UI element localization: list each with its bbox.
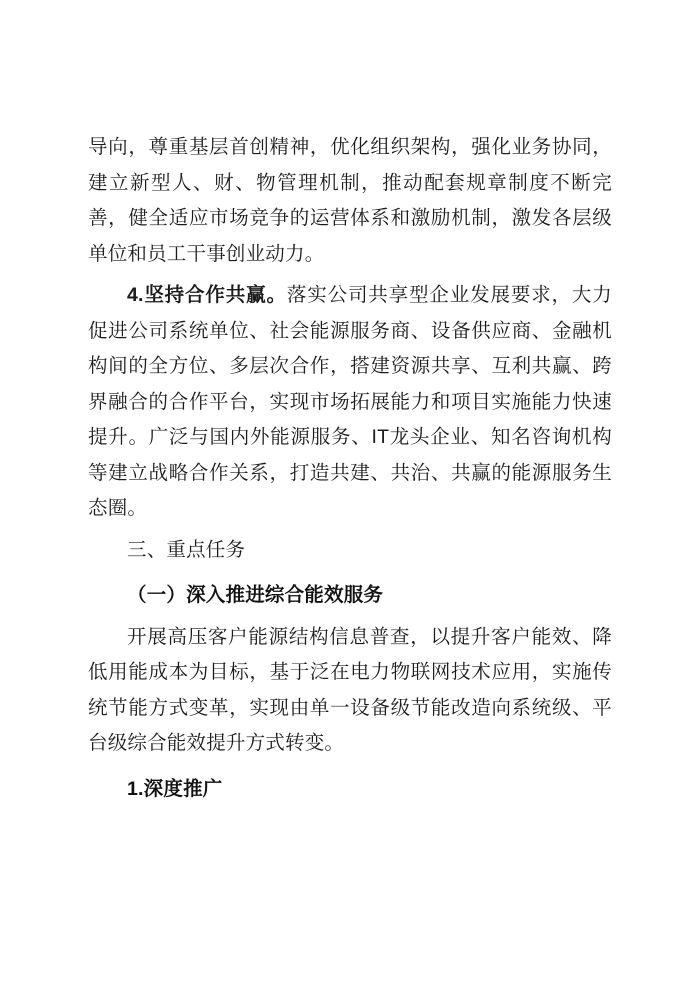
paragraph-item-4 (88, 278, 612, 527)
spacer (88, 762, 612, 772)
subheading-item-1: 1.深度推广 (127, 777, 223, 800)
section-heading-three: 三、重点任务 (127, 538, 246, 561)
paragraph-item-4-text: 落实公司共享型企业发展要求，大力促进公司系统单位、社会能源服务商、设备供应商、金融机构间的全方位、多层次合作，搭建资源共享、互利共赢、跨界融合的合作平台，实现市场拓展能力和项目实施能力快速提升。广泛与国内外能源服务、IT龙头企业、知名咨询机构等建立战略合作关系，打造共建、共治、共赢的能源服务生态圈。 (88, 284, 612, 519)
paragraph-item-4-lead: 4.坚持合作共赢。 (127, 284, 287, 306)
document-text-body (88, 130, 612, 813)
paragraph-subsection-one-body: 开展高压客户能源结构信息普查，以提升客户能效、降低用能成本为目标，基于泛在电力物联网技术应用，实施传统节能方式变革，实现由单一设备级节能改造向系统级、平台级综合能效提升方式转变。 (88, 625, 612, 754)
spacer (88, 568, 612, 578)
subsection-heading-one: （一）深入推进综合能效服务 (127, 584, 384, 606)
paragraph-continued: 导向，尊重基层首创精神，优化组织架构，强化业务协同，建立新型人、财、物管理机制，推动配套规章制度不断完善，健全适应市场竞争的运营体系和激励机制，激发各层级单位和员工干事创业动力。 (88, 136, 612, 265)
spacer (88, 807, 612, 813)
